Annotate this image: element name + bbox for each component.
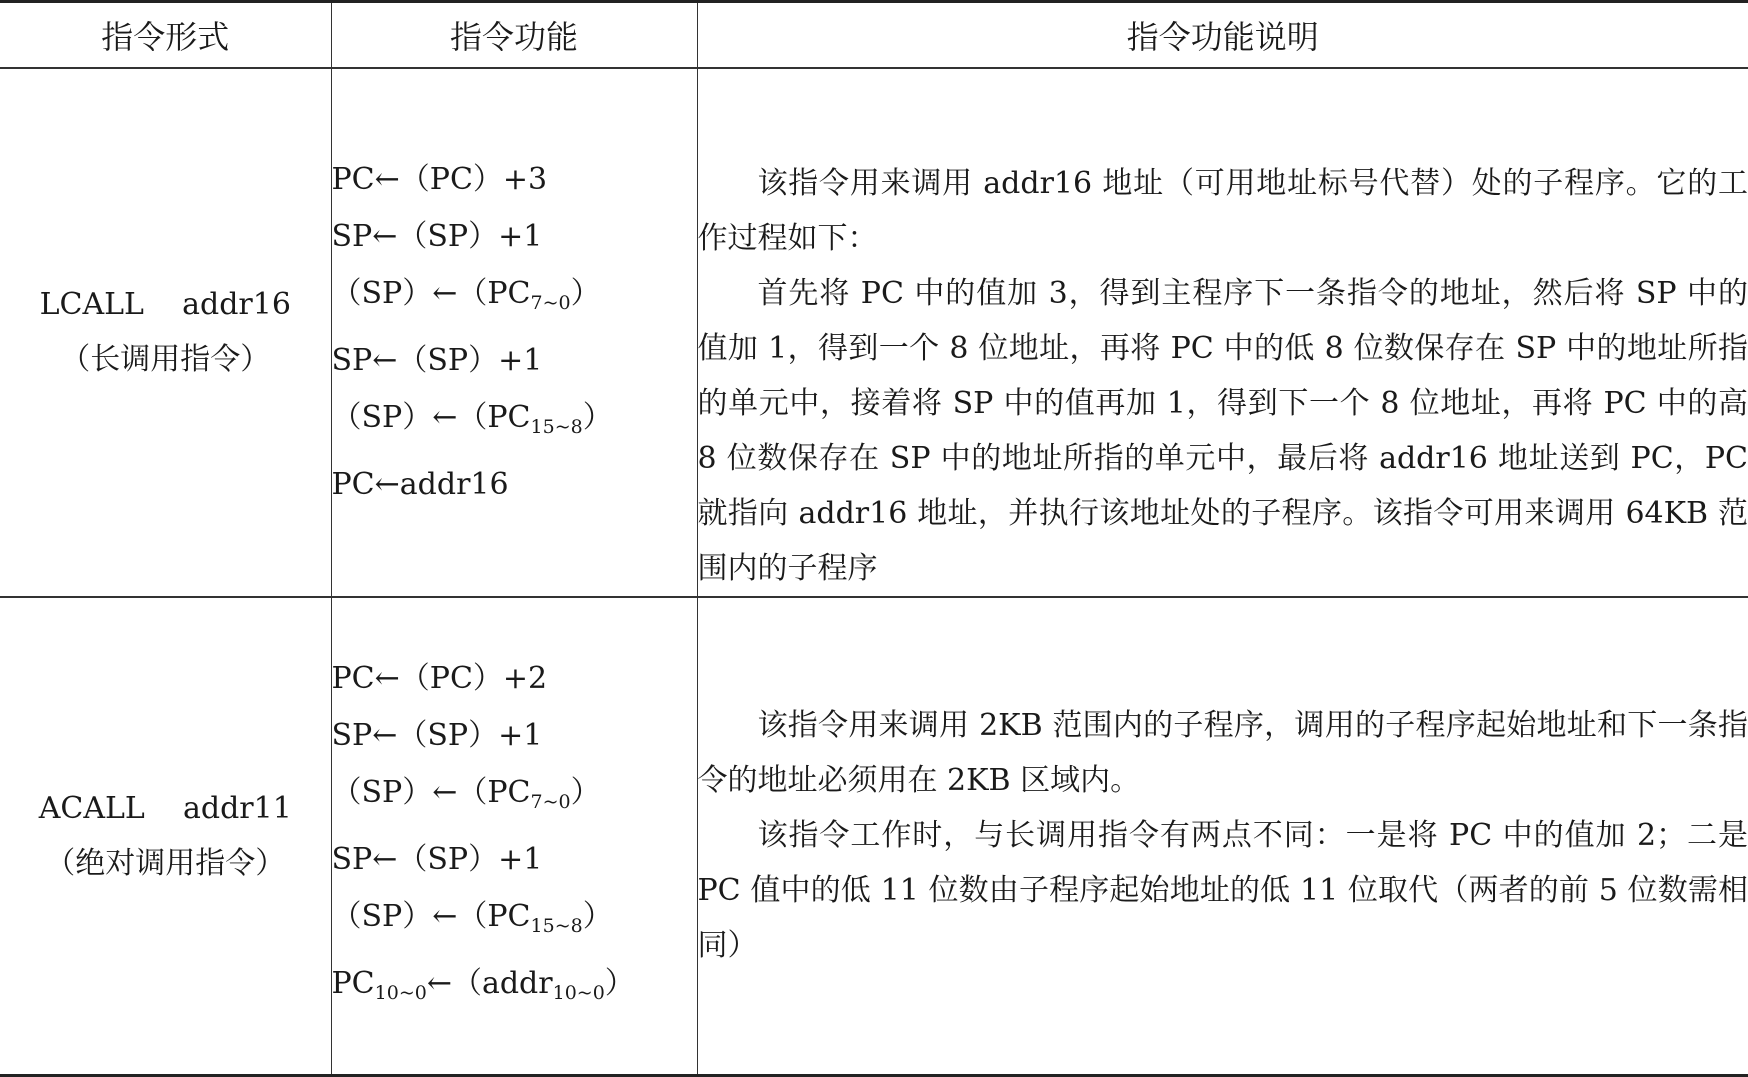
instruction-type-label: （长调用指令） — [0, 332, 331, 387]
instruction-form-cell — [0, 68, 331, 597]
function-step: $PC_{10\sim 0}\leftarrow(addr_{10\sim 0})$ — [332, 955, 697, 1022]
table-row-acall — [0, 597, 1748, 1076]
function-step: $(SP)\leftarrow(PC_{15\sim 8})$ — [332, 888, 697, 955]
description-paragraph: 该指令用来调用 addr16 地址（可用地址标号代替）处的子程序。它的工作过程如下： — [698, 156, 1748, 266]
description-cell — [697, 68, 1748, 597]
function-step: $(SP)\leftarrow(PC_{7\sim 0})$ — [332, 265, 697, 332]
function-step: PC←addr16 — [332, 456, 697, 513]
function-step: $(SP)\leftarrow(PC_{7\sim 0})$ — [332, 764, 697, 831]
description-cell — [697, 597, 1748, 1076]
function-step: PC←（PC）+2 — [332, 650, 697, 707]
header-instruction-form: 指令形式 — [0, 2, 331, 68]
instruction-function-cell — [331, 68, 697, 597]
table-row-lcall — [0, 68, 1748, 597]
header-function-description: 指令功能说明 — [697, 2, 1748, 68]
instruction-type-label: （绝对调用指令） — [0, 836, 331, 891]
description-paragraph: 该指令用来调用 2KB 范围内的子程序，调用的子程序起始地址和下一条指令的地址必须用在 2KB 区域内。 — [698, 698, 1748, 808]
header-instruction-function: 指令功能 — [331, 2, 697, 68]
instruction-mnemonic: ACALL addr11 — [0, 781, 331, 836]
function-step: $(SP)\leftarrow(PC_{15\sim 8})$ — [332, 389, 697, 456]
function-step: SP←（SP）+1 — [332, 332, 697, 389]
table-header-row — [0, 2, 1748, 68]
function-step: SP←（SP）+1 — [332, 831, 697, 888]
instruction-form-cell — [0, 597, 331, 1076]
instruction-mnemonic: LCALL addr16 — [0, 277, 331, 332]
function-step: SP←（SP）+1 — [332, 707, 697, 764]
description-paragraph: 该指令工作时，与长调用指令有两点不同：一是将 PC 中的值加 2；二是 PC 值中的低 11 位数由子程序起始地址的低 11 位取代（两者的前 5 位数需相同） — [698, 808, 1748, 973]
function-step: PC←（PC）+3 — [332, 151, 697, 208]
instruction-function-cell — [331, 597, 697, 1076]
description-paragraph: 首先将 PC 中的值加 3，得到主程序下一条指令的地址，然后将 SP 中的值加 1，得到一个 8 位地址，再将 PC 中的低 8 位数保存在 SP 中的地址所指的单元中，接着将 SP 中的值再加 1，得到下一个 8 位地址，再将 PC 中的高 8 位数保存在 SP 中的地址所指的单元中，最后将 addr16 地址送到 PC，PC 就指向 addr16 地址，并执行该地址处的子程序。该指令可用来调用 64KB 范围内的子程序 — [698, 266, 1748, 596]
function-step: SP←（SP）+1 — [332, 208, 697, 265]
